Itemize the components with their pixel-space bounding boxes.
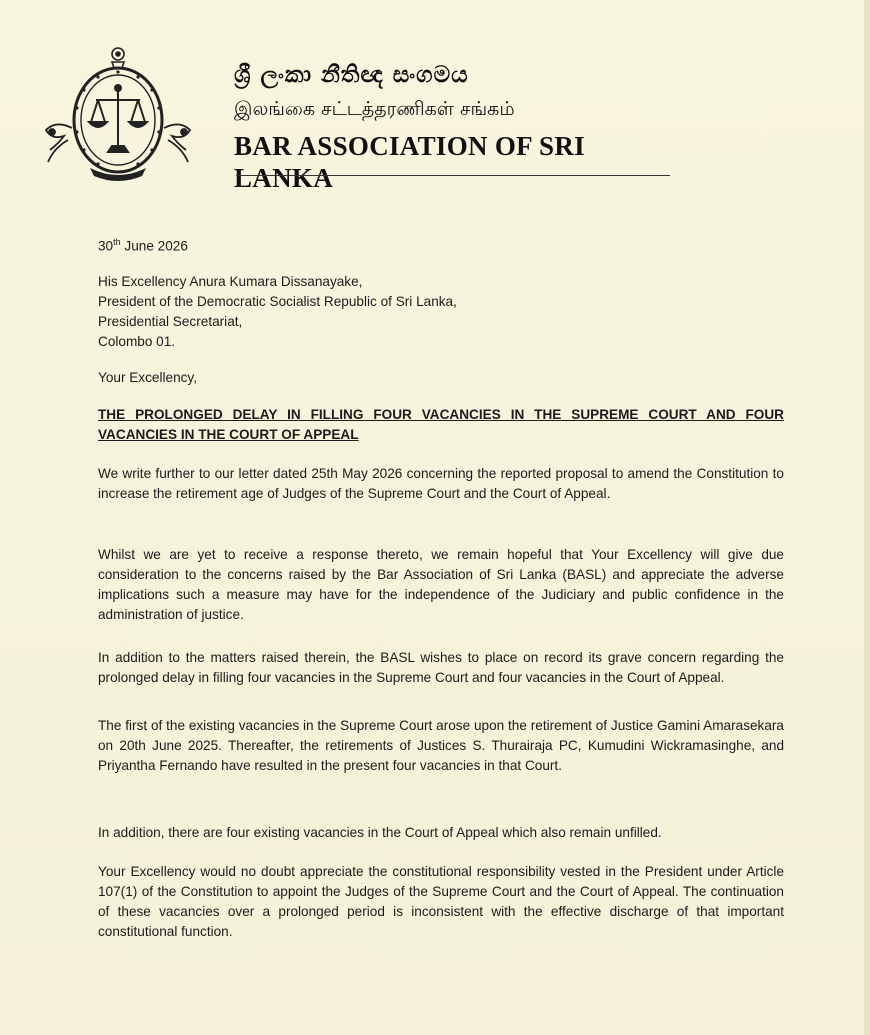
letterhead [234, 60, 674, 194]
bar-association-crest-logo [38, 44, 198, 184]
body-paragraph: Whilst we are yet to receive a response thereto, we remain hopeful that Your Excellency will give due consideration to the concerns raised by the Bar Association of Sri Lanka (BASL) and appreciate the adverse implications such a measure may have for the independence of the Judiciary and public confidence in the administration of justice. [98, 547, 784, 622]
date-month-year: June 2026 [120, 238, 188, 254]
letter-subject: THE PROLONGED DELAY IN FILLING FOUR VACANCIES IN THE SUPREME COURT AND FOUR VACANCIES IN THE COURT OF APPEAL [98, 407, 784, 442]
letterhead-sinhala-name: ශ්‍රී ලංකා නීතිඥ සංගමය [234, 62, 469, 88]
body-paragraph: We write further to our letter dated 25th May 2026 concerning the reported proposal to amend the Constitution to increase the retirement age of Judges of the Supreme Court and the Court of Appeal. [98, 466, 784, 501]
address-line: Presidential Secretariat, [98, 314, 243, 329]
salutation: Your Excellency, [98, 370, 197, 385]
address-line: Colombo 01. [98, 334, 176, 349]
crest-top-ornament [112, 48, 124, 68]
body-paragraph: The first of the existing vacancies in the Supreme Court arose upon the retirement of Justice Gamini Amarasekara on 20th June 2025. Thereafter, the retirements of Justices S. Thurairaja PC, Kumudini Wickramasinghe, and Priyantha Fernando have resulted in the present four vacancies in that Court. [98, 718, 784, 773]
date-suffix: th [113, 237, 121, 247]
letter-date [98, 232, 784, 257]
letterhead-tamil-name: இலங்கை சட்டத்தரணிகள் சங்கம் [234, 98, 515, 120]
letterhead-divider [236, 175, 670, 176]
body-paragraph: In addition to the matters raised therein, the BASL wishes to place on record its grave concern regarding the prolonged delay in filling four vacancies in the Supreme Court and four vacancies in the Court of Appeal. [98, 650, 784, 685]
body-paragraph: Your Excellency would no doubt appreciate the constitutional responsibility vested in the President under Article 107(1) of the Constitution to appoint the Judges of the Supreme Court and the Court of Appeal. The continuation of these vacancies over a prolonged period is inconsistent with the effective discharge of that important constitutional function. [98, 864, 784, 939]
letterhead-english-name: BAR ASSOCIATION OF SRI LANKA [234, 131, 585, 193]
address-line: President of the Democratic Socialist Republic of Sri Lanka, [98, 294, 457, 309]
date-day: 30 [98, 238, 114, 254]
body-paragraph: In addition, there are four existing vacancies in the Court of Appeal which also remain unfilled. [98, 825, 662, 840]
paper-edge [864, 0, 870, 1035]
recipient-address [98, 272, 784, 352]
crest-base [90, 168, 146, 181]
address-line: His Excellency Anura Kumara Dissanayake, [98, 274, 363, 289]
scales-of-justice [89, 85, 147, 152]
